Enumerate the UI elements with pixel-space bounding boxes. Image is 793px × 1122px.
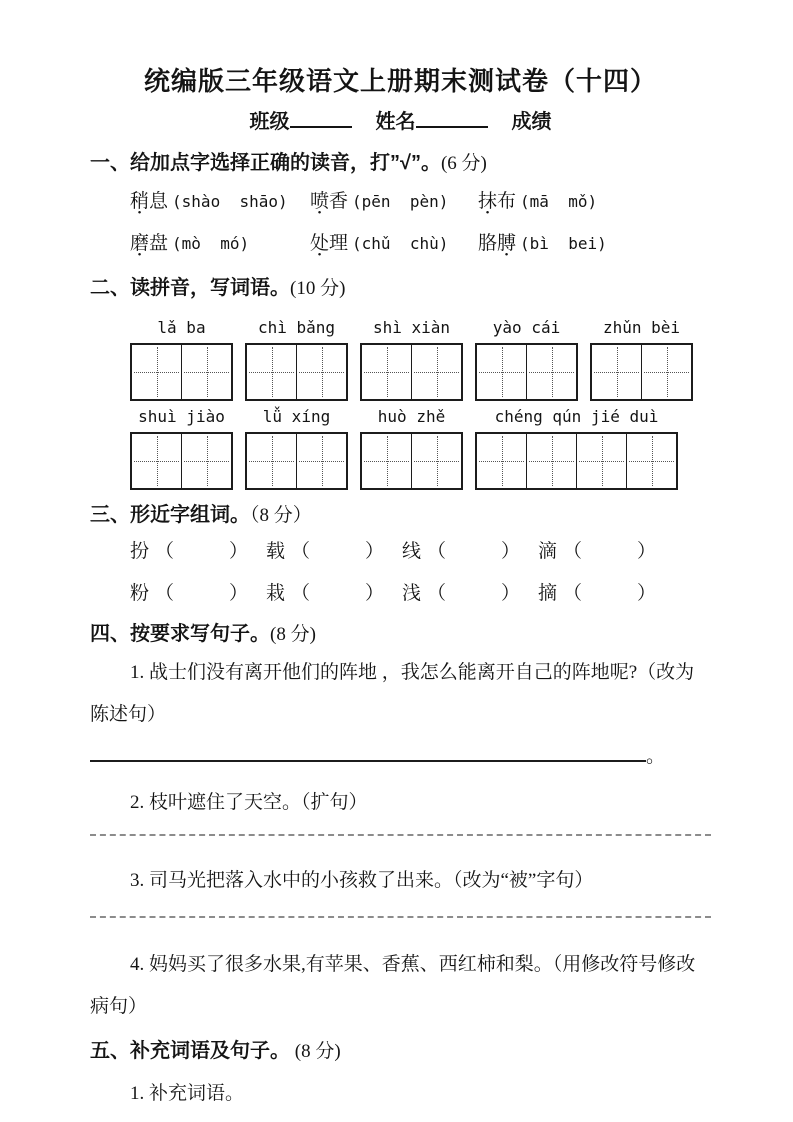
- score-label: 成绩: [511, 111, 552, 133]
- pinyin-choice-row: [130, 229, 711, 259]
- pinyin-options[interactable]: (shào shāo): [172, 192, 288, 211]
- pinyin-label: chéng qún jié duì: [494, 407, 659, 426]
- writing-grid[interactable]: [360, 343, 463, 401]
- answer-blank[interactable]: [446, 597, 501, 599]
- grid-cell: [527, 345, 576, 399]
- word-char: 胳: [478, 233, 498, 254]
- grid-cell: [297, 345, 346, 399]
- grid-unit: [475, 407, 678, 490]
- writing-grid[interactable]: [475, 432, 678, 490]
- pinyin-choice-item: [310, 187, 478, 217]
- section1-score: (6 分): [440, 153, 487, 174]
- grid-cell: [627, 434, 676, 488]
- grid-cell: [577, 434, 627, 488]
- base-char: 粉: [130, 583, 150, 604]
- close-paren: ）: [501, 583, 521, 604]
- question-3: [90, 860, 711, 902]
- open-paren: （: [427, 541, 447, 562]
- grid-cell: [527, 434, 577, 488]
- answer-blank[interactable]: [582, 597, 637, 599]
- dotted-char: 膊: [497, 233, 517, 254]
- word-building-row: [130, 537, 711, 567]
- writing-grid-row-1: [90, 318, 711, 401]
- grid-unit: [360, 318, 463, 401]
- class-blank[interactable]: [290, 106, 352, 128]
- section1-items: [90, 187, 711, 259]
- close-paren: ）: [637, 583, 657, 604]
- dotted-char: 抹: [478, 191, 498, 212]
- grid-cell: [412, 345, 461, 399]
- word-building-row: [130, 579, 711, 609]
- base-char: 线: [402, 541, 422, 562]
- grid-cell: [297, 434, 346, 488]
- student-fields: [90, 106, 711, 136]
- pinyin-options[interactable]: (mā mǒ): [520, 192, 598, 211]
- question-3-text: 3. 司马光把落入水中的小孩救了出来。（改为“被”字句）: [130, 870, 594, 891]
- word-building-item: [538, 579, 674, 609]
- word-building-item: [402, 579, 538, 609]
- section5-item-1: 1. 补充词语。: [130, 1083, 245, 1104]
- answer-blank[interactable]: [174, 597, 229, 599]
- close-paren: ）: [501, 541, 521, 562]
- writing-grid[interactable]: [130, 432, 233, 490]
- section5-score: (8 分): [290, 1041, 341, 1062]
- dotted-char: 稍: [130, 191, 150, 212]
- open-paren: （: [155, 583, 175, 604]
- name-blank[interactable]: [416, 106, 488, 128]
- pinyin-choice-row: [130, 187, 711, 217]
- word-building-item: [130, 537, 266, 567]
- question-1-text: 1. 战士们没有离开他们的阵地 ，我怎么能离开自己的阵地呢?（改为陈述句）: [90, 662, 695, 725]
- pinyin-choice-item: [478, 229, 607, 259]
- question-1: [90, 652, 711, 778]
- question-2: [90, 782, 711, 824]
- page-title: 统编版三年级语文上册期末测试卷（十四）: [143, 66, 657, 96]
- answer-blank[interactable]: [310, 597, 365, 599]
- grid-unit: [475, 318, 578, 401]
- pinyin-choice-item: [130, 229, 310, 259]
- grid-unit: [130, 407, 233, 490]
- dotted-char: 处: [310, 233, 330, 254]
- close-paren: ）: [365, 541, 385, 562]
- open-paren: （: [291, 541, 311, 562]
- writing-grid[interactable]: [590, 343, 693, 401]
- open-paren: （: [427, 583, 447, 604]
- grid-cell: [362, 434, 412, 488]
- base-char: 扮: [130, 541, 150, 562]
- section1-heading: [90, 150, 711, 177]
- grid-cell: [247, 345, 297, 399]
- word-char: 布: [497, 191, 517, 212]
- grid-cell: [642, 345, 691, 399]
- word-building-item: [266, 579, 402, 609]
- pinyin-label: shì xiàn: [372, 318, 451, 337]
- word-building-item: [266, 537, 402, 567]
- question-4: [90, 944, 711, 1028]
- grid-unit: [245, 318, 348, 401]
- close-paren: ）: [229, 583, 249, 604]
- word-building-item: [402, 537, 538, 567]
- pinyin-label: lǎ ba: [157, 318, 206, 337]
- answer-blank[interactable]: [174, 555, 229, 557]
- base-char: 栽: [266, 583, 286, 604]
- grid-cell: [182, 434, 231, 488]
- grid-unit: [245, 407, 348, 490]
- writing-grid[interactable]: [245, 432, 348, 490]
- pinyin-choice-item: [478, 187, 597, 217]
- grid-unit: [590, 318, 693, 401]
- word-char: 香: [329, 191, 349, 212]
- class-label: 班级: [249, 111, 290, 133]
- pinyin-label: shuì jiào: [138, 407, 225, 426]
- pinyin-label: lǚ xíng: [262, 407, 331, 426]
- grid-cell: [182, 345, 231, 399]
- section3-items: [90, 537, 711, 609]
- grid-cell: [592, 345, 642, 399]
- section5-heading-text: 五、补充词语及句子。: [90, 1040, 290, 1062]
- section3-heading: [90, 502, 711, 529]
- question-2-answer-line[interactable]: [90, 834, 711, 836]
- question-1-line-end: 。: [646, 746, 666, 767]
- open-paren: （: [291, 583, 311, 604]
- section3-score: （8 分）: [250, 505, 312, 526]
- base-char: 摘: [538, 583, 558, 604]
- pinyin-choice-item: [130, 187, 310, 217]
- grid-cell: [132, 434, 182, 488]
- open-paren: （: [563, 583, 583, 604]
- answer-blank[interactable]: [582, 555, 637, 557]
- section2-heading-text: 二、读拼音，写词语。: [90, 277, 290, 299]
- writing-grid[interactable]: [245, 343, 348, 401]
- grid-cell: [132, 345, 182, 399]
- grid-cell: [477, 345, 527, 399]
- word-char: 盘: [149, 233, 169, 254]
- dotted-char: 磨: [130, 233, 150, 254]
- pinyin-options[interactable]: (bì bei): [520, 234, 607, 253]
- pinyin-choice-item: [310, 229, 478, 259]
- pinyin-label: zhǔn bèi: [602, 318, 681, 337]
- question-4-text: 4. 妈妈买了很多水果,有苹果、香蕉、西红柿和梨。（用修改符号修改病句）: [90, 954, 696, 1017]
- grid-cell: [362, 345, 412, 399]
- writing-grid[interactable]: [130, 343, 233, 401]
- section2-score: (10 分): [290, 278, 346, 299]
- close-paren: ）: [229, 541, 249, 562]
- answer-blank[interactable]: [446, 555, 501, 557]
- open-paren: （: [563, 541, 583, 562]
- section1-heading-text: 一、给加点字选择正确的读音，打”√”。: [90, 152, 441, 174]
- grid-unit: [130, 318, 233, 401]
- dotted-char: 喷: [310, 191, 330, 212]
- section2-heading: [90, 275, 711, 302]
- grid-cell: [247, 434, 297, 488]
- pinyin-label: yào cái: [492, 318, 561, 337]
- word-char: 理: [329, 233, 349, 254]
- writing-grid[interactable]: [360, 432, 463, 490]
- grid-unit: [360, 407, 463, 490]
- pinyin-options[interactable]: (chǔ chù): [352, 234, 449, 253]
- base-char: 载: [266, 541, 286, 562]
- section3-heading-text: 三、形近字组词。: [90, 504, 250, 526]
- pinyin-options[interactable]: (mò mó): [172, 234, 250, 253]
- section4-heading-text: 四、按要求写句子。: [90, 623, 270, 645]
- answer-blank[interactable]: [310, 555, 365, 557]
- word-building-item: [538, 537, 674, 567]
- grid-cell: [477, 434, 527, 488]
- section4-heading: [90, 621, 711, 648]
- question-1-answer-line[interactable]: [90, 741, 646, 762]
- writing-grid[interactable]: [475, 343, 578, 401]
- name-label: 姓名: [375, 111, 416, 133]
- writing-grid-row-2: [90, 407, 711, 490]
- base-char: 滴: [538, 541, 558, 562]
- question-3-answer-line[interactable]: [90, 916, 711, 918]
- open-paren: （: [155, 541, 175, 562]
- grid-cell: [412, 434, 461, 488]
- section4-score: (8 分): [270, 624, 316, 645]
- section5-heading: [90, 1038, 711, 1065]
- pinyin-label: huò zhě: [377, 407, 446, 426]
- word-building-item: [130, 579, 266, 609]
- pinyin-options[interactable]: (pēn pèn): [352, 192, 449, 211]
- close-paren: ）: [637, 541, 657, 562]
- question-2-text: 2. 枝叶遮住了天空。（扩句）: [130, 792, 368, 813]
- close-paren: ）: [365, 583, 385, 604]
- pinyin-label: chì bǎng: [257, 318, 336, 337]
- base-char: 浅: [402, 583, 422, 604]
- word-char: 息: [149, 191, 169, 212]
